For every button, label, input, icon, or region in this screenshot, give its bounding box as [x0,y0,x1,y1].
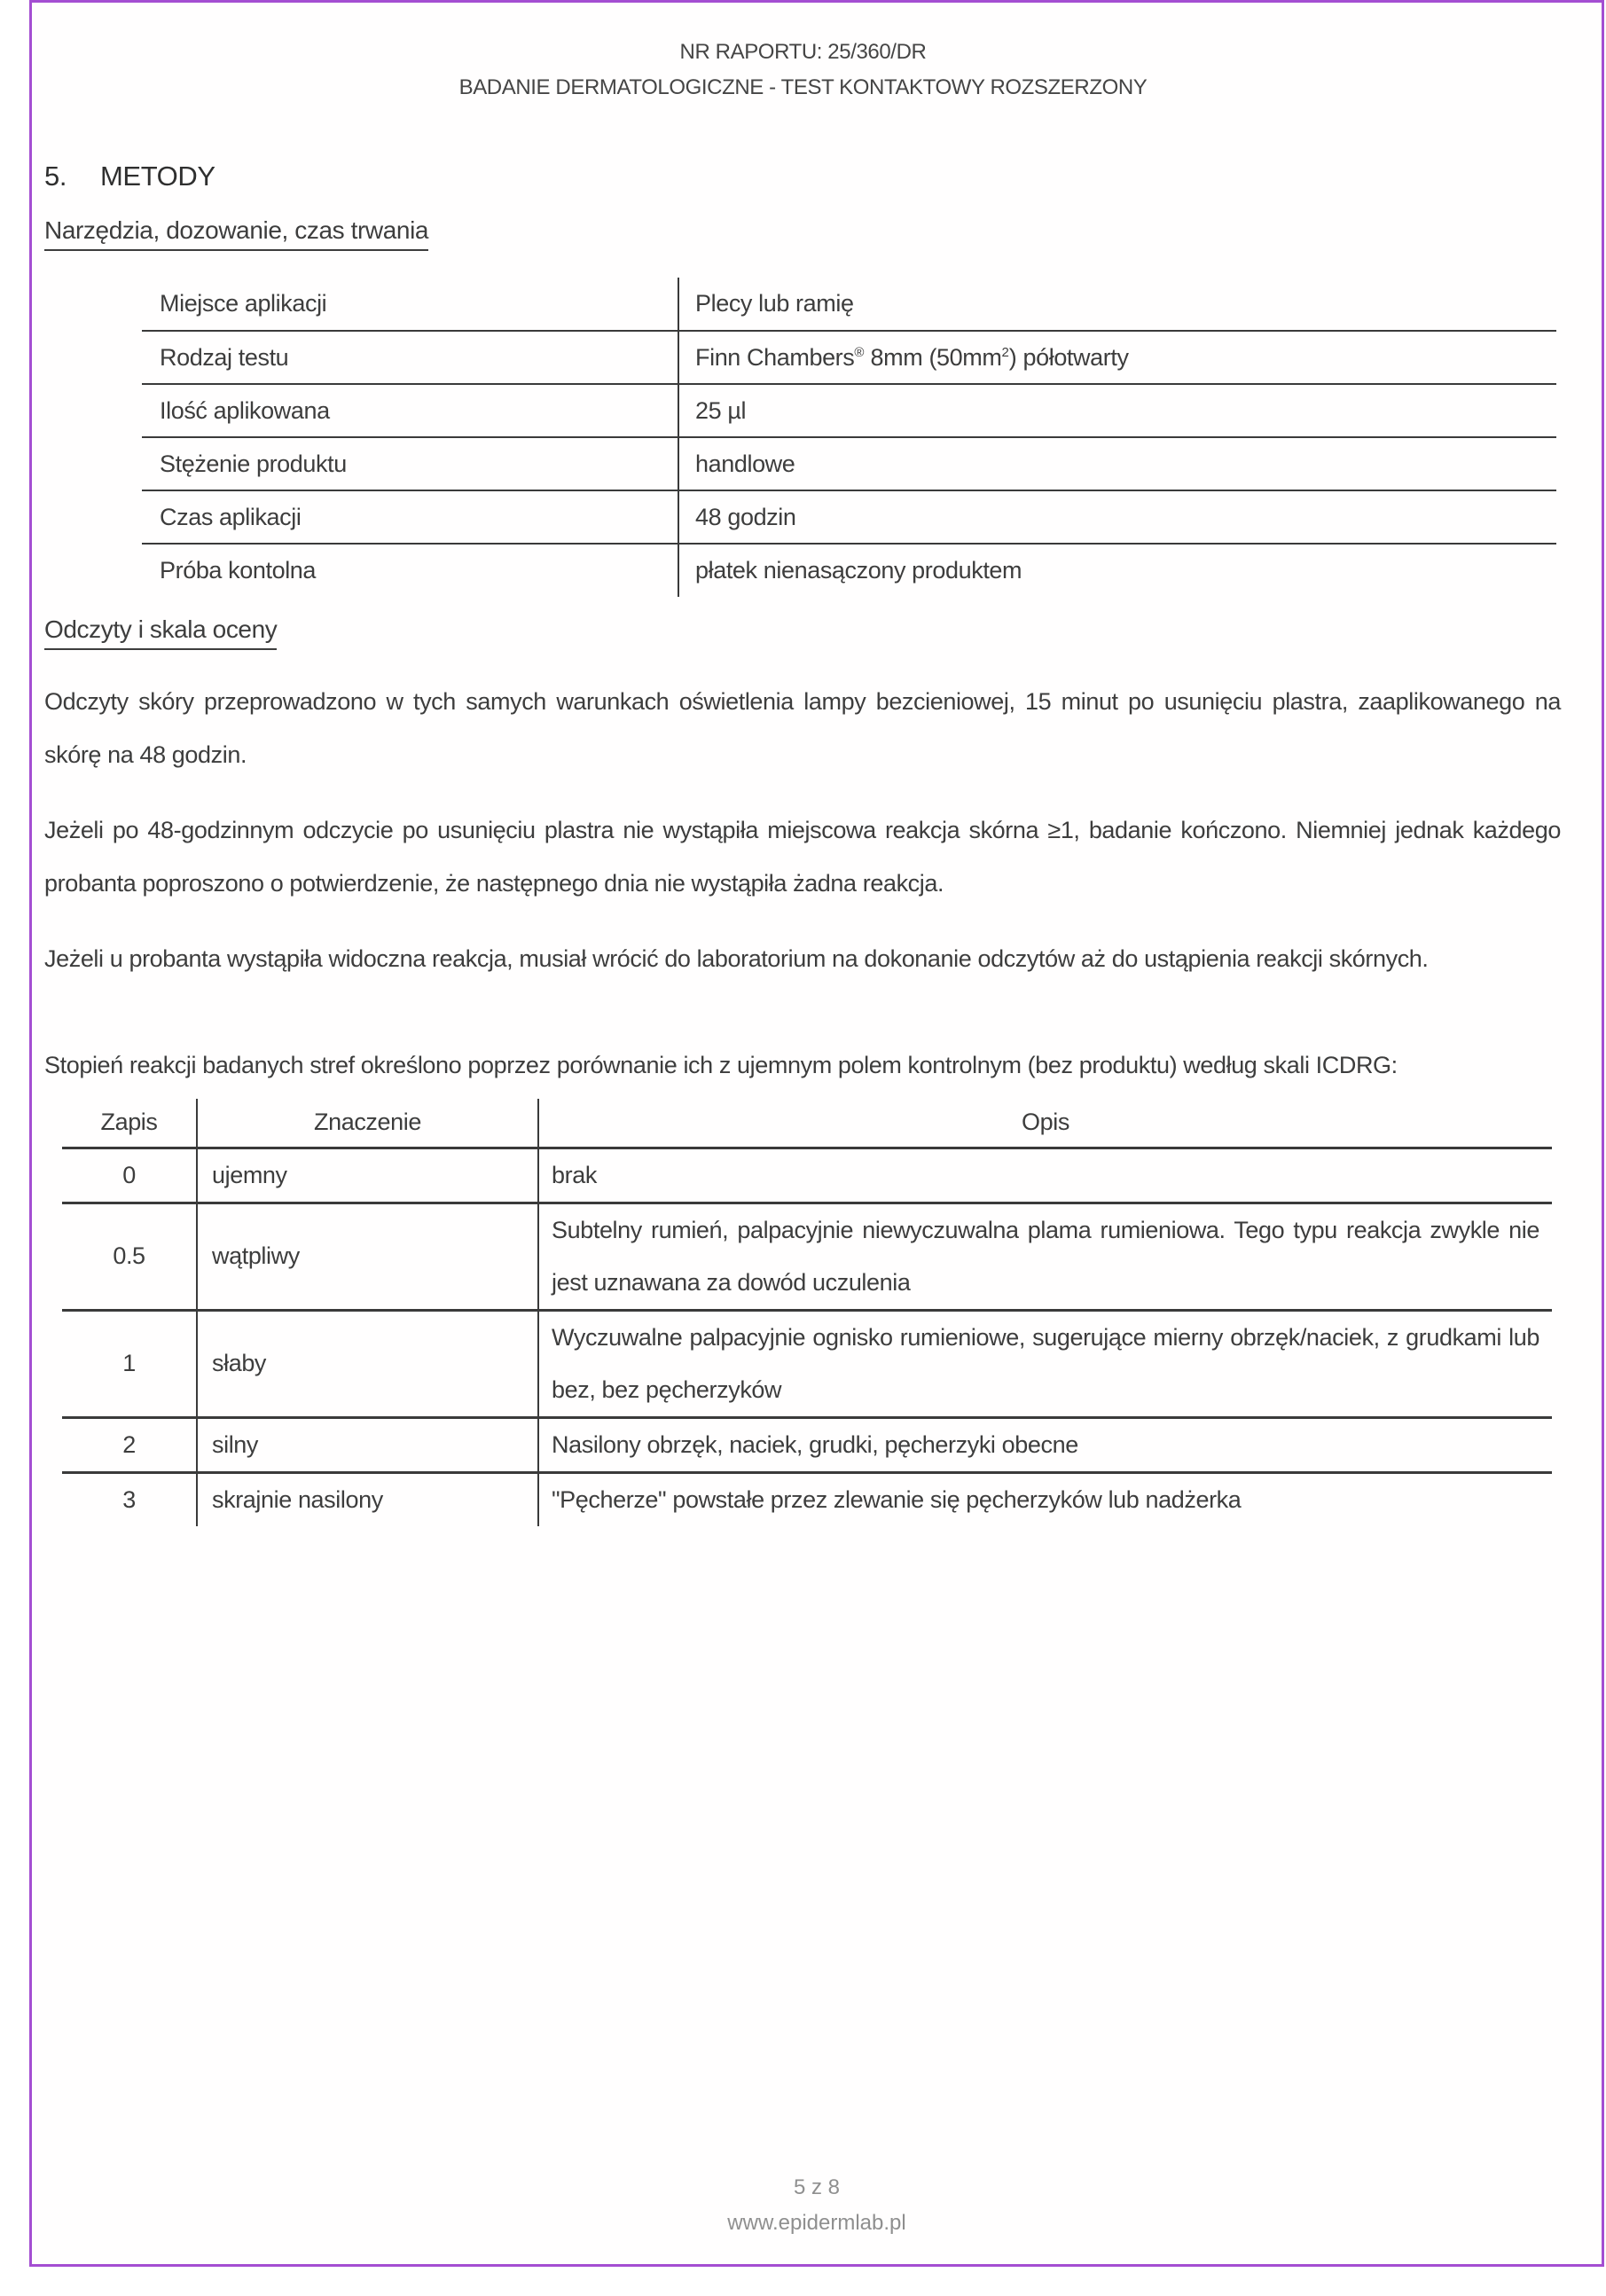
scale-row [62,1148,1552,1203]
scale-header-znaczenie: Znaczenie [197,1099,538,1148]
report-subtitle: BADANIE DERMATOLOGICZNE - TEST KONTAKTOWY ROZSZERZONY [458,75,1148,99]
section-number: 5. [44,161,67,192]
scale-opis: Subtelny rumień, palpacyjnie niewyczuwalna plama rumieniowa. Tego typu reakcja zwykle nie jest uznawana za dowód uczulenia [538,1203,1552,1310]
document-header [44,35,1562,106]
scale-header-opis: Opis [538,1099,1552,1148]
method-value [678,331,1556,384]
scale-opis: brak [552,1161,597,1188]
method-row [142,490,1556,544]
method-label: Czas aplikacji [142,490,678,544]
method-table [142,278,1556,597]
method-value-text: Finn Chambers [695,343,855,371]
icdrg-scale-table [62,1099,1552,1526]
scale-zapis: 2 [62,1417,197,1472]
method-value: 48 godzin [678,490,1556,544]
subheading-readings: Odczyty i skala oceny [44,615,277,650]
method-label: Miejsce aplikacji [142,278,678,331]
scale-zapis: 0 [62,1148,197,1203]
scale-znaczenie: skrajnie nasilony [197,1472,538,1526]
method-row [142,544,1556,597]
scale-znaczenie: silny [197,1417,538,1472]
scale-header-zapis: Zapis [62,1099,197,1148]
section-title-text: METODY [100,161,215,192]
document-page [29,0,1604,2267]
scale-opis: "Pęcherze" powstałe przez zlewanie się pęcherzyków lub nadżerka [538,1472,1552,1526]
method-value: Plecy lub ramię [695,290,854,317]
method-row [142,437,1556,490]
scale-znaczenie: wątpliwy [197,1203,538,1310]
section-title [44,161,1562,192]
scale-row [62,1203,1552,1310]
scale-zapis: 1 [62,1310,197,1417]
method-row [142,384,1556,437]
method-label: Ilość aplikowana [142,384,678,437]
report-number: NR RAPORTU: 25/360/DR [679,40,927,64]
scale-header-row [62,1099,1552,1148]
scale-znaczenie: słaby [197,1310,538,1417]
scale-zapis: 0.5 [62,1203,197,1310]
method-row [142,331,1556,384]
scale-znaczenie: ujemny [197,1148,538,1203]
registered-mark: ® [854,344,865,360]
method-value: handlowe [678,437,1556,490]
scale-row [62,1417,1552,1472]
method-label: Stężenie produktu [142,437,678,490]
paragraph-icdrg-scale: Stopień reakcji badanych stref określono poprzez porównanie ich z ujemnym polem kontrolnym (bez produktu) według skali ICDRG: [44,1052,1398,1078]
method-value-text: 8mm (50mm [864,343,1002,371]
method-row [142,278,1556,331]
scale-row [62,1310,1552,1417]
method-value: płatek nienasączony produktem [678,544,1556,597]
superscript-2: 2 [1001,344,1009,360]
page-content [32,35,1602,2296]
scale-opis: Nasilony obrzęk, naciek, grudki, pęcherzyki obecne [538,1417,1552,1472]
method-label: Próba kontolna [142,544,678,597]
scale-zapis: 3 [62,1472,197,1526]
page-footer [32,2170,1602,2241]
method-value: 25 µl [678,384,1556,437]
paragraph-readings-conditions: Odczyty skóry przeprowadzono w tych samych warunkach oświetlenia lampy bezcieniowej, 15 minut po usunięciu plastra, zaaplikowanego na skórę na 48 godzin. [44,688,1561,768]
method-value-text: ) półotwarty [1008,343,1129,371]
paragraph-48h-reading: Jeżeli po 48-godzinnym odczycie po usunięciu plastra nie wystąpiła miejscowa reakcja skórna ≥1, badanie kończono. Niemniej jednak każdego probanta poproszono o potwierdzenie, że następnego dnia nie wystąpiła żadna reakcja. [44,817,1561,897]
scale-opis: Wyczuwalne palpacyjnie ognisko rumieniowe, sugerujące mierny obrzęk/naciek, z grudkami lub bez, bez pęcherzyków [538,1310,1552,1417]
subheading-tools: Narzędzia, dozowanie, czas trwania [44,215,428,251]
paragraph-visible-reaction: Jeżeli u probanta wystąpiła widoczna reakcja, musiał wrócić do laboratorium na dokonanie odczytów aż do ustąpienia reakcji skórnych. [44,945,1429,972]
website-link[interactable]: www.epidermlab.pl [727,2211,906,2235]
method-label: Rodzaj testu [142,331,678,384]
scale-row [62,1472,1552,1526]
page-number: 5 z 8 [793,2175,841,2199]
